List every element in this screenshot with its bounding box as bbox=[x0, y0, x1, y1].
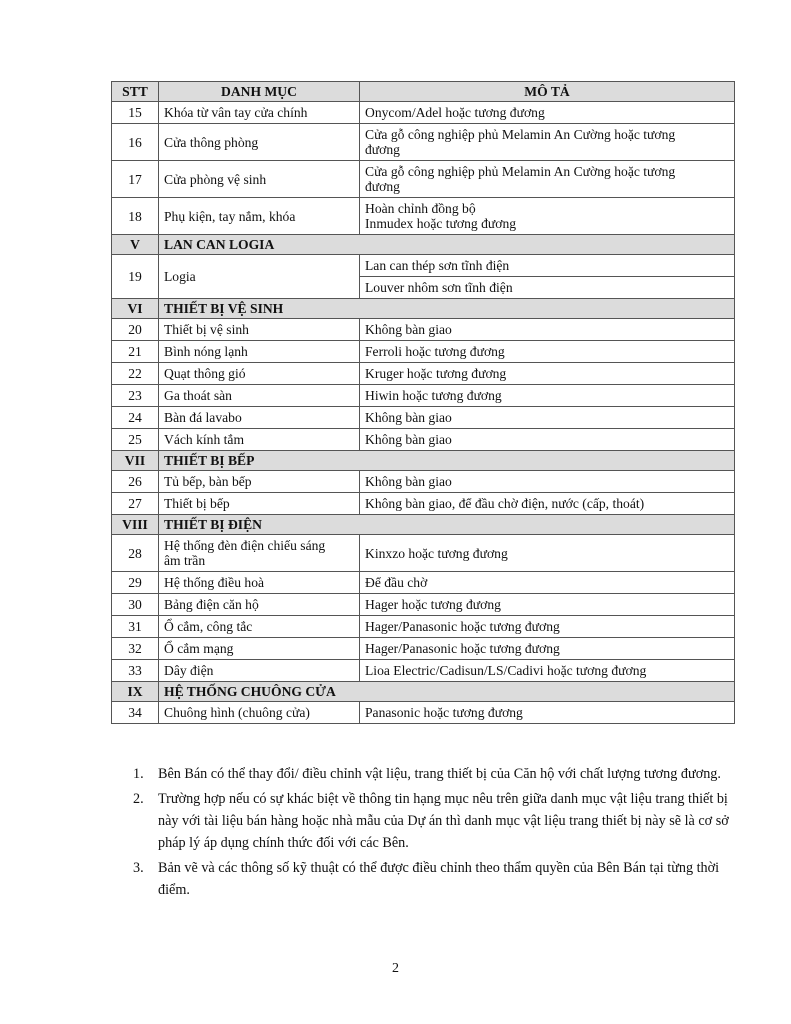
row-description: Lioa Electric/Cadisun/LS/Cadivi hoặc tương đương bbox=[360, 660, 735, 682]
category-line: Hệ thống đèn điện chiếu sáng bbox=[164, 538, 326, 553]
row-category: Phụ kiện, tay nắm, khóa bbox=[159, 198, 360, 235]
row-description: Không bàn giao bbox=[360, 429, 735, 451]
table-row bbox=[112, 702, 735, 724]
notes-list bbox=[133, 763, 743, 904]
row-description: Để đầu chờ bbox=[360, 572, 735, 594]
description-line: Cửa gỗ công nghiệp phủ Melamin An Cường hoặc tương bbox=[365, 164, 676, 179]
row-description: Hager/Panasonic hoặc tương đương bbox=[360, 638, 735, 660]
table-row bbox=[112, 102, 735, 124]
row-stt: 31 bbox=[112, 616, 159, 638]
row-stt: 23 bbox=[112, 385, 159, 407]
note-item bbox=[133, 788, 743, 854]
section-stt: V bbox=[112, 235, 159, 255]
row-stt: 17 bbox=[112, 161, 159, 198]
section-stt: VIII bbox=[112, 515, 159, 535]
row-stt: 33 bbox=[112, 660, 159, 682]
header-stt: STT bbox=[112, 82, 159, 102]
row-description: Lan can thép sơn tĩnh điện bbox=[360, 255, 735, 277]
row-category: Vách kính tắm bbox=[159, 429, 360, 451]
table-row bbox=[112, 124, 735, 161]
row-description: Hager hoặc tương đương bbox=[360, 594, 735, 616]
row-description: Hiwin hoặc tương đương bbox=[360, 385, 735, 407]
row-category: Quạt thông gió bbox=[159, 363, 360, 385]
table-row bbox=[112, 429, 735, 451]
row-description bbox=[360, 198, 735, 235]
note-item bbox=[133, 763, 743, 785]
table-row bbox=[112, 572, 735, 594]
table-row bbox=[112, 363, 735, 385]
row-stt: 20 bbox=[112, 319, 159, 341]
row-description bbox=[360, 161, 735, 198]
row-category: Dây điện bbox=[159, 660, 360, 682]
row-stt: 21 bbox=[112, 341, 159, 363]
row-category: Bình nóng lạnh bbox=[159, 341, 360, 363]
row-category: Ga thoát sàn bbox=[159, 385, 360, 407]
row-stt: 19 bbox=[112, 255, 159, 299]
row-category: Bảng điện căn hộ bbox=[159, 594, 360, 616]
row-description: Không bàn giao bbox=[360, 319, 735, 341]
section-row-vi bbox=[112, 299, 735, 319]
table-row bbox=[112, 594, 735, 616]
table-row bbox=[112, 407, 735, 429]
table-row bbox=[112, 161, 735, 198]
table-row bbox=[112, 198, 735, 235]
row-category bbox=[159, 535, 360, 572]
row-description: Không bàn giao, để đầu chờ điện, nước (cấp, thoát) bbox=[360, 493, 735, 515]
row-category: Khóa từ vân tay cửa chính bbox=[159, 102, 360, 124]
section-stt: IX bbox=[112, 682, 159, 702]
row-category: Bàn đá lavabo bbox=[159, 407, 360, 429]
row-category: Cửa phòng vệ sinh bbox=[159, 161, 360, 198]
page-number: 2 bbox=[392, 961, 399, 976]
description-line: đương bbox=[365, 142, 400, 157]
row-stt: 24 bbox=[112, 407, 159, 429]
section-row-viii bbox=[112, 515, 735, 535]
row-stt: 22 bbox=[112, 363, 159, 385]
row-category: Thiết bị bếp bbox=[159, 493, 360, 515]
row-stt: 32 bbox=[112, 638, 159, 660]
row-category: Ổ cắm mạng bbox=[159, 638, 360, 660]
table-header-row bbox=[112, 82, 735, 102]
note-number: 3. bbox=[133, 860, 144, 876]
table-row bbox=[112, 660, 735, 682]
materials-table bbox=[111, 81, 735, 724]
header-category: DANH MỤC bbox=[159, 82, 360, 102]
description-line: Cửa gỗ công nghiệp phủ Melamin An Cường hoặc tương bbox=[365, 127, 676, 142]
section-title: THIẾT BỊ BẾP bbox=[159, 451, 735, 471]
row-description: Kinxzo hoặc tương đương bbox=[360, 535, 735, 572]
note-text: Bản vẽ và các thông số kỹ thuật có thể được điều chỉnh theo thẩm quyền của Bên Bán tại từng thời điểm. bbox=[158, 860, 720, 898]
row-description: Louver nhôm sơn tĩnh điện bbox=[360, 277, 735, 299]
row-stt: 18 bbox=[112, 198, 159, 235]
row-category: Thiết bị vệ sinh bbox=[159, 319, 360, 341]
row-stt: 27 bbox=[112, 493, 159, 515]
section-title: HỆ THỐNG CHUÔNG CỬA bbox=[159, 682, 735, 702]
row-description: Onycom/Adel hoặc tương đương bbox=[360, 102, 735, 124]
row-stt: 30 bbox=[112, 594, 159, 616]
row-description: Kruger hoặc tương đương bbox=[360, 363, 735, 385]
section-stt: VII bbox=[112, 451, 159, 471]
table-row bbox=[112, 385, 735, 407]
section-stt: VI bbox=[112, 299, 159, 319]
row-category: Hệ thống điều hoà bbox=[159, 572, 360, 594]
description-line: đương bbox=[365, 179, 400, 194]
row-description: Ferroli hoặc tương đương bbox=[360, 341, 735, 363]
row-stt: 29 bbox=[112, 572, 159, 594]
table-row bbox=[112, 471, 735, 493]
row-category: Logia bbox=[159, 255, 360, 299]
row-description bbox=[360, 124, 735, 161]
row-description: Panasonic hoặc tương đương bbox=[360, 702, 735, 724]
section-row-vii bbox=[112, 451, 735, 471]
table-row bbox=[112, 319, 735, 341]
note-number: 2. bbox=[133, 791, 144, 807]
table-row bbox=[112, 535, 735, 572]
header-description: MÔ TẢ bbox=[360, 82, 735, 102]
section-title: LAN CAN LOGIA bbox=[159, 235, 735, 255]
table-row bbox=[112, 616, 735, 638]
row-stt: 25 bbox=[112, 429, 159, 451]
row-stt: 34 bbox=[112, 702, 159, 724]
table-row bbox=[112, 255, 735, 277]
description-line: Inmudex hoặc tương đương bbox=[365, 216, 517, 231]
section-title: THIẾT BỊ ĐIỆN bbox=[159, 515, 735, 535]
row-category: Ổ cắm, công tắc bbox=[159, 616, 360, 638]
row-stt: 26 bbox=[112, 471, 159, 493]
row-category: Cửa thông phòng bbox=[159, 124, 360, 161]
note-text: Trường hợp nếu có sự khác biệt về thông tin hạng mục nêu trên giữa danh mục vật liệu trang thiết bị này với tài liệu bán hàng hoặc nhà mẫu của Dự án thì danh mục vật liệu trang thiết bị này sẽ là cơ sở pháp lý áp dụng chính thức đối với các Bên. bbox=[158, 791, 729, 851]
table-row bbox=[112, 341, 735, 363]
category-line: âm trần bbox=[164, 553, 206, 568]
row-description: Hager/Panasonic hoặc tương đương bbox=[360, 616, 735, 638]
description-line: Hoàn chỉnh đồng bộ bbox=[365, 201, 476, 216]
note-text: Bên Bán có thể thay đổi/ điều chỉnh vật liệu, trang thiết bị của Căn hộ với chất lượng tương đương. bbox=[158, 766, 721, 782]
row-stt: 16 bbox=[112, 124, 159, 161]
note-item bbox=[133, 857, 743, 901]
note-number: 1. bbox=[133, 766, 144, 782]
table-row bbox=[112, 493, 735, 515]
section-title: THIẾT BỊ VỆ SINH bbox=[159, 299, 735, 319]
row-description: Không bàn giao bbox=[360, 471, 735, 493]
row-category: Chuông hình (chuông cửa) bbox=[159, 702, 360, 724]
section-row-ix bbox=[112, 682, 735, 702]
row-category: Tủ bếp, bàn bếp bbox=[159, 471, 360, 493]
section-row-v bbox=[112, 235, 735, 255]
row-description: Không bàn giao bbox=[360, 407, 735, 429]
table-row bbox=[112, 638, 735, 660]
row-stt: 15 bbox=[112, 102, 159, 124]
row-stt: 28 bbox=[112, 535, 159, 572]
